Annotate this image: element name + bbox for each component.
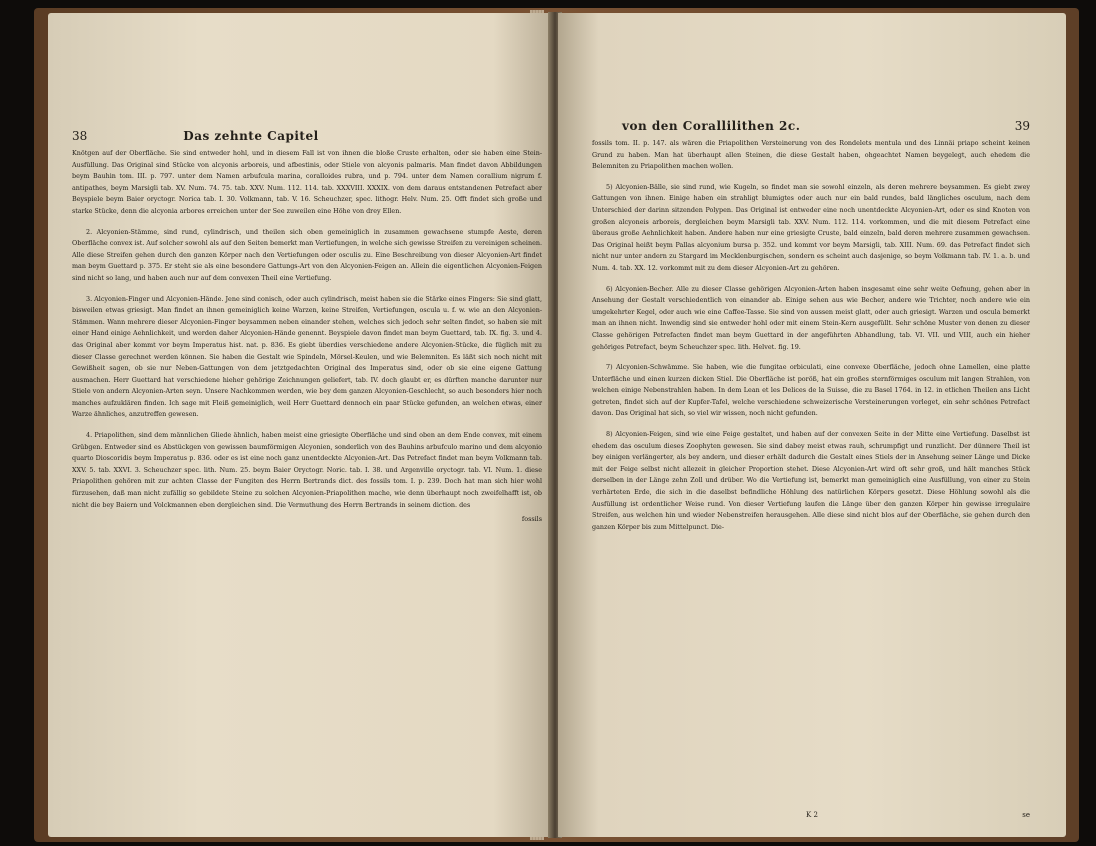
- left-page-number: 38: [72, 129, 88, 143]
- left-paragraph-2: 2. Alcyonien-Stämme, sind rund, cylindrisch, und theilen sich oben gemeiniglich in zusammen gewachsene stumpfe Aeste, deren Oberfläche convex ist. Auf solcher sowohl als auf den Seiten bemerkt man Vertiefungen, in welche sich gewisse Streifen zu vereinigen scheinen. Alle diese Streifen gehen durch den ganzen Körper nach den Vertiefungen oder osculis zu. Eine Beschreibung von dieser Alcyonien-Art findet man beym Guettard p. 375. Er steht sie als eine besondere Gattungs-Art von den Alcyonien-Feigen an. Allein die eigentlichen Alcyonien-Feigen sind nicht so lang, und haben auch nur auf dem convexen Theil eine Vertiefung.: [72, 227, 542, 282]
- left-paragraph-4: 4. Priapolithen, sind dem männlichen Gliede ähnlich, haben meist eine griesigte Oberfläche und sind oben an dem Ende convex, mit einem Grübgen. Entweder sind es Abstückgen von gewissen baumförmigen Alcyonien, sonderlich von des Bauhins arbufculo marino und dem alcyonio quarto Dioscoridis beym Imperatus p. 836. oder es ist eine noch ganz unentdeckte Alcyonien-Art. Das Petrefact findet man beym Volkmann tab. XXV. 5. tab. XXVI. 3. Scheuchzer spec. lith. Num. 25. beym Baier Oryctogr. Noric. tab. I. 38. und Argenville oryctogr. tab. VI. Num. 1. diese Priapolithen gehören mit zur achten Classe der Fungiten des Herrn Bertrands dict. des fossils tom. I. p. 239. Doch hat man sich hier wohl fürzusehen, daß man nicht zufällig so gebildete Steine zu solchen Alcyonien-Priapolithen mache, wie denn überhaupt noch zweifelhafft ist, ob nicht die bey Baiern und Volckmannen eben dergleichen sind. Die Vermuthung des Herrn Bertrands in seinem diction. des: [72, 431, 542, 509]
- right-running-title: von den Corallilithen 2c.: [622, 119, 801, 133]
- left-running-title: Das zehnte Capitel: [183, 129, 319, 143]
- right-paragraph-2: 5) Alcyonien-Bälle, sie sind rund, wie Kugeln, so findet man sie sowohl einzeln, als deren mehrere beysammen. Es giebt zwey Gattungen von ihnen. Einige haben ein strahligt blumigtes oder auch nur ein bald rundes, bald längliches osculum, nach dem Unterschied der darinn sitzenden Polypen. Das Original ist entweder eine noch unentdeckte Alcyonien-Art, oder es sind Knoten von großen alcyoneis arboreis, dergleichen beym Marsigli tab. XXV. Num. 112. 114. vorkommen, und die mit diesem Petrefact eine überaus große Aehnlichkeit haben. Andere haben nur eine griesigte Cruste, bald einzeln, bald deren mehrere zusammen gewachsen. Das Original heißt beym Pallas alcyonium bursa p. 352. und kommt vor beym Marsigli, tab. XIII. Num. 69. das Petrefact findet sich nicht nur unter andern zu Stargard im Mecklenburgischen, sondern es scheint auch dasjenige, so beym Volkmann tab. IV. 1. a. b. und Num. 4. tab. XX. 12. vorkommt mit zu dem dieser Alcyonien-Art zu gehören.: [592, 182, 1030, 272]
- right-paragraph-5: 8) Alcyonien-Feigen, sind wie eine Feige gestaltet, und haben auf der convexen Seite in der Mitte eine Vertiefung. Daselbst ist ehedem das osculum dieses Zoophyten gewesen. Sie sind dabey meist etwas rauh, schrumpfigt und runzlicht. Der dünnere Theil ist bey einigen verlängerter, als bey andern, und dieser erhält dadurch die Gestalt eines Stiels der in Ansehung seiner Länge und Dicke mit der Feige selbst nicht allezeit in gleicher Proportion stehet. Diese Alcyonien-Art wird oft sehr groß, und hält manches Stück derselben in der Länge zehn Zoll und drüber. Wo die Vertiefung ist, bemerkt man gemeiniglich eine Ausfüllung, von einer zu Stein verhärteten Erde, die sich in die daselbst befindliche Höhlung des natürlichen Körpers gesetzt. Diese Höhlung sowohl als die Ausfüllung ist ordentlicher Weise rund. Von dieser Vertiefung laufen die Länge über den ganzen Körper hin gewisse irregulaire Streifen, aus welchen hin und wieder Nebenstreifen herausgehen. Alle diese sind nicht blos auf der Oberfläche, sie gehen durch den ganzen Körper bis zum Mittelpunct. Die-: [592, 430, 1030, 531]
- right-running-head: [622, 119, 1030, 133]
- left-running-head: [72, 129, 542, 143]
- right-paragraph-1: fossils tom. II. p. 147. als wären die Priapolithen Versteinerung von des Rondelets mentula und des Linnäi priapo scheint keinen Grund zu haben. Man hat überhaupt allen Steinen, die diese Gestalt haben, ohgeachtet Namen beygelegt, auch ehedem die Belemniten zu Priapolithen machen wollen.: [592, 139, 1030, 171]
- left-paragraph-1: Knötgen auf der Oberfläche. Sie sind entweder hohl, und in diesem Fall ist von ihnen die bloße Cruste erhalten, oder sie haben eine Stein-Ausfüllung. Das Original sind Stücke von alcyonis arboreis, und afbestinis, oder Stiele von alcyonis palmaris. Man findet davon Abbildungen beym Bauhin tom. III. p. 797. unter dem Namen arbufcula marina, coralloides rubra, und p. 794. unter dem Namen corallium nigrum f. antipathes, beym Marsigli tab. XV. Num. 74. 75. tab. XXV. Num. 112. 114. tab. XXXVIII. XXXIX. von dem daraus entstandenen Petrefact aber Beyspiele beym Baier oryctogr. Norica tab. I. 30. Volkmann, tab. V. 16. Scheuchzer, spec. lithogr. Helv. Num. 25. Offt findet sich große und starke Stücke, denn die alcyonia arbores erreichen unter der See zuweilen eine Höhe von drey Ellen.: [72, 149, 542, 215]
- right-paragraph-4: 7) Alcyonien-Schwämme. Sie haben, wie die fungitae orbiculati, eine convexe Oberfläche, jedoch ohne Lamellen, eine platte Unterfläche und einen kurzen dicken Stiel. Die Oberfläche ist poröß, hat ein großes sternförmiges osculum mit langen Strahlen, von welchen einige Nebenstrahlen haben. In dem Lean et les Delices de la Suisse, die zu Basel 1764. in 12. in etlichen Theilen ans Licht getreten, findet sich auf der Kupfer-Tafel, welche verschiedene schweizerische Versteinerungen vorleget, ein sehr schönes Petrefact davon. Das Original hat sich, so viel wir wissen, noch nicht gefunden.: [592, 363, 1030, 418]
- right-page: [558, 13, 1066, 837]
- right-catchword: se: [1022, 811, 1030, 819]
- right-paragraph-3: 6) Alcyonien-Becher. Alle zu dieser Classe gehörigen Alcyonien-Arten haben insgesamt eine sehr weite Oefnung, gehen aber in Ansehung der Gestalt verschiedentlich von einander ab. Einige sehen aus wie Becher, andere wie Trichter, noch andere wie ein umgekehrter Kegel, oder auch wie eine Caffee-Tasse. Sie sind von aussen meist glatt, oder auch griesigt. Warzen und oscula bemerkt man an ihnen nicht. Inwendig sind sie entweder hohl oder mit einem Stein-Kern ausgefüllt. Sehr schöne Muster von denen zu dieser Classe gehörigen Petrefacten findet man beym Guettard in der angeführten Abhandlung, tab. VI. VII. und VIII, auch ein hieher gehöriges Petrefact, beym Scheuchzer spec. lith. Helvet. fig. 19.: [592, 284, 1030, 351]
- left-catchword: fossils: [521, 515, 542, 524]
- left-paragraph-3: 3. Alcyonien-Finger und Alcyonien-Hände. Jene sind conisch, oder auch cylindrisch, meist haben sie die Stärke eines Fingers: Sie sind glatt, bisweilen etwas griesigt. Man findet an ihnen gemeiniglich keine Warzen, keine Streifen, Vertiefungen, oscula u. f. w. wie an den Alcyonien-Stämmen. Wann mehrere dieser Alcyonien-Finger beysammen neben einander stehen, welches sich jedoch sehr selten findet, so haben sie mit einer Hand einige Aehnlichkeit, und werden daher Alcyonien-Hände genennt. Beyspiele davon findet man beym Guettard, tab. IX. fig. 3. und 4. das Original aber kommt vor beym Imperatus hist. nat. p. 836. Es giebt überdies verschiedene andere Alcyonien-Stücke, die füglich mit zu dieser Classe gerechnet werden können. Sie haben die Gestalt wie Spindeln, Mörsel-Keulen, und wie Belemniten. Es läßt sich noch nicht mit Gewißheit sagen, ob sie nur Neben-Gattungen von dem jetztgedachten Original des Imperatus sind, oder ob sie eine eigene Gattung ausmachen. Herr Guettard hat verschiedene hieher gehörige Zeichnungen geliefert, tab. IV. doch glaubt er, es dürften manche darunter nur Stiele von andern Alcyonien-Arten seyn. Unsere Nachkommen werden, wie bey dem ganzen Alcyonien-Geschlecht, so auch besonders hier noch manches aufzuklären finden. Ich sage mit Fleiß gemeiniglich, weil Herr Guettard dennoch ein paar Stücke gefunden, an welchen etwas, einer Warze ähnliches, anzutreffen gewesen.: [72, 294, 542, 419]
- right-page-number: 39: [1014, 119, 1030, 133]
- left-page: [48, 13, 554, 837]
- signature-mark: K 2: [806, 811, 818, 819]
